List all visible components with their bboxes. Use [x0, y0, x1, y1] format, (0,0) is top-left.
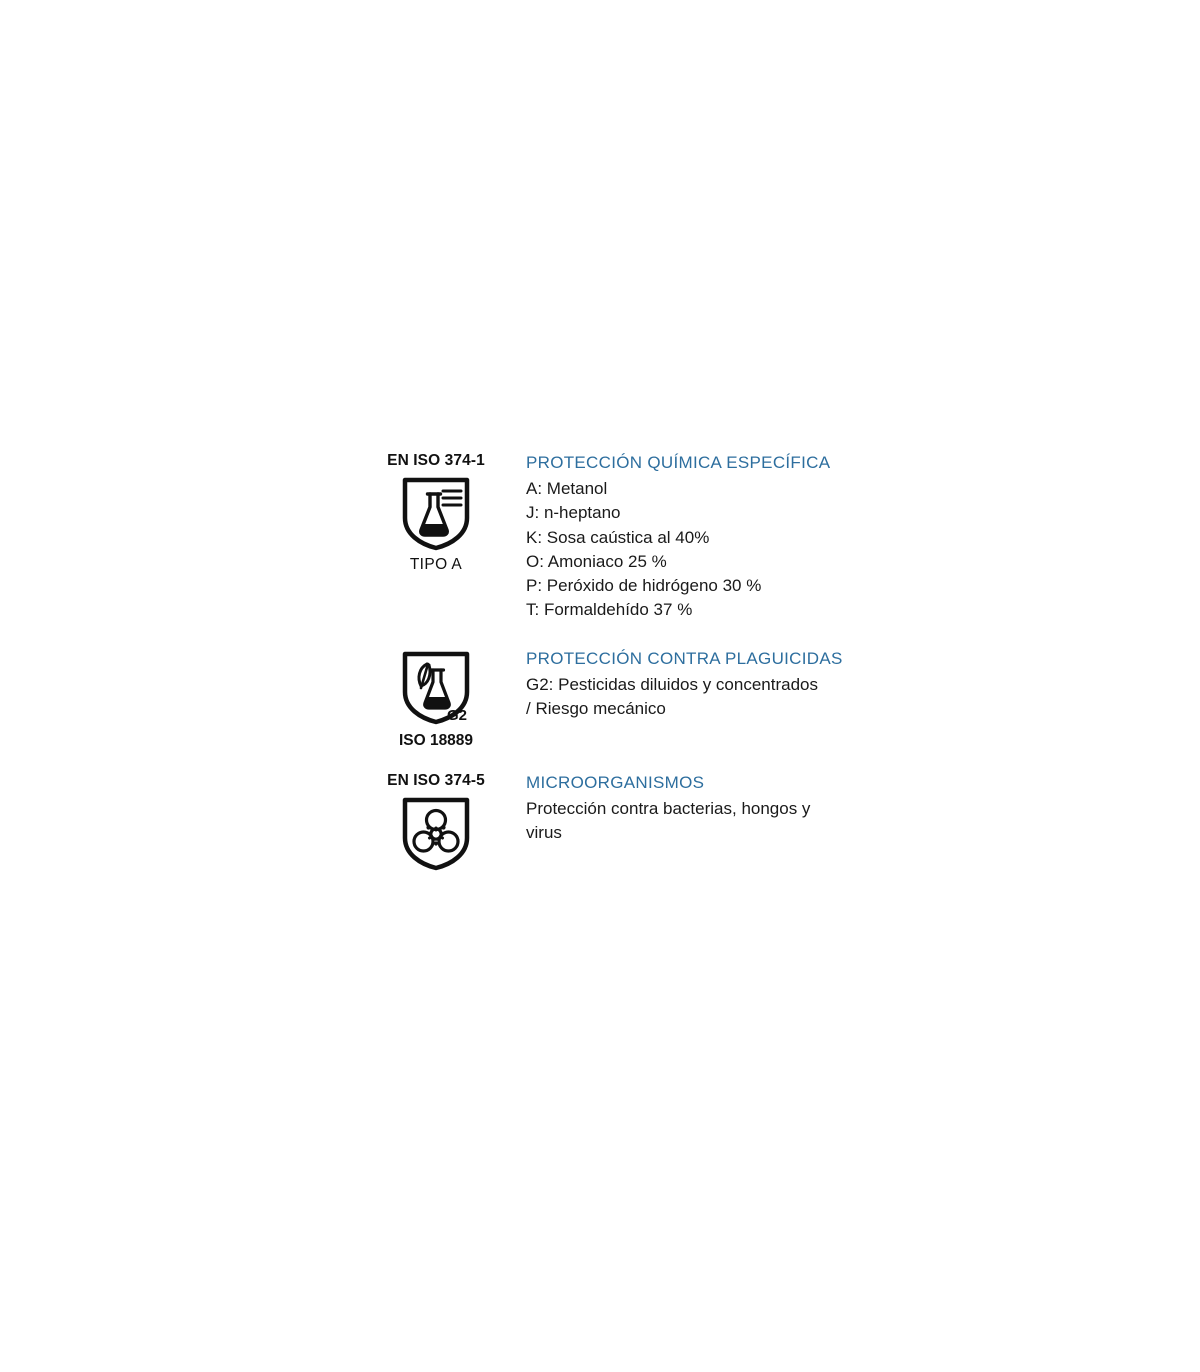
certification-block-pesticides: [368, 648, 843, 750]
glove-type-label: TIPO A: [409, 556, 463, 573]
svg-text:G2: G2: [446, 707, 468, 724]
certification-block-chemical: [368, 452, 830, 622]
shield-plant-flask-g2-icon: [399, 648, 473, 726]
pesticide-line: G2: Pesticidas diluidos y concentrados: [526, 675, 818, 695]
shield-biohazard-icon: [399, 794, 473, 872]
shield-erlenmeyer-flask-icon: [399, 474, 473, 552]
text-column: [504, 772, 810, 846]
pesticide-line: / Riesgo mecánico: [526, 699, 666, 719]
standard-label-374-1: EN ISO 374-1: [387, 452, 485, 469]
icon-column: [368, 772, 504, 872]
chemical-code-line: T: Formaldehído 37 %: [526, 599, 693, 619]
chemical-code-line: O: Amoniaco 25 %: [526, 551, 667, 571]
heading-microorganisms: MICROORGANISMOS: [526, 773, 705, 792]
text-column: [504, 452, 830, 622]
chemical-code-line: K: Sosa caústica al 40%: [526, 527, 710, 547]
chemical-code-line: A: Metanol: [526, 479, 608, 499]
chemical-code-line: P: Peróxido de hidrógeno 30 %: [526, 575, 762, 595]
chemical-code-line: J: n-heptano: [526, 503, 621, 523]
microorganism-line: Protección contra bacterias, hongos y: [526, 799, 811, 819]
microorganism-line: virus: [526, 823, 562, 843]
standard-label-374-5: EN ISO 374-5: [387, 772, 485, 789]
heading-chemical: PROTECCIÓN QUÍMICA ESPECÍFICA: [526, 453, 831, 472]
certification-block-microorganisms: [368, 772, 810, 872]
heading-pesticides: PROTECCIÓN CONTRA PLAGUICIDAS: [526, 649, 843, 668]
standard-label-iso-18889: ISO 18889: [398, 732, 474, 749]
icon-column: [368, 648, 504, 750]
text-column: [504, 648, 843, 722]
icon-column: [368, 452, 504, 574]
